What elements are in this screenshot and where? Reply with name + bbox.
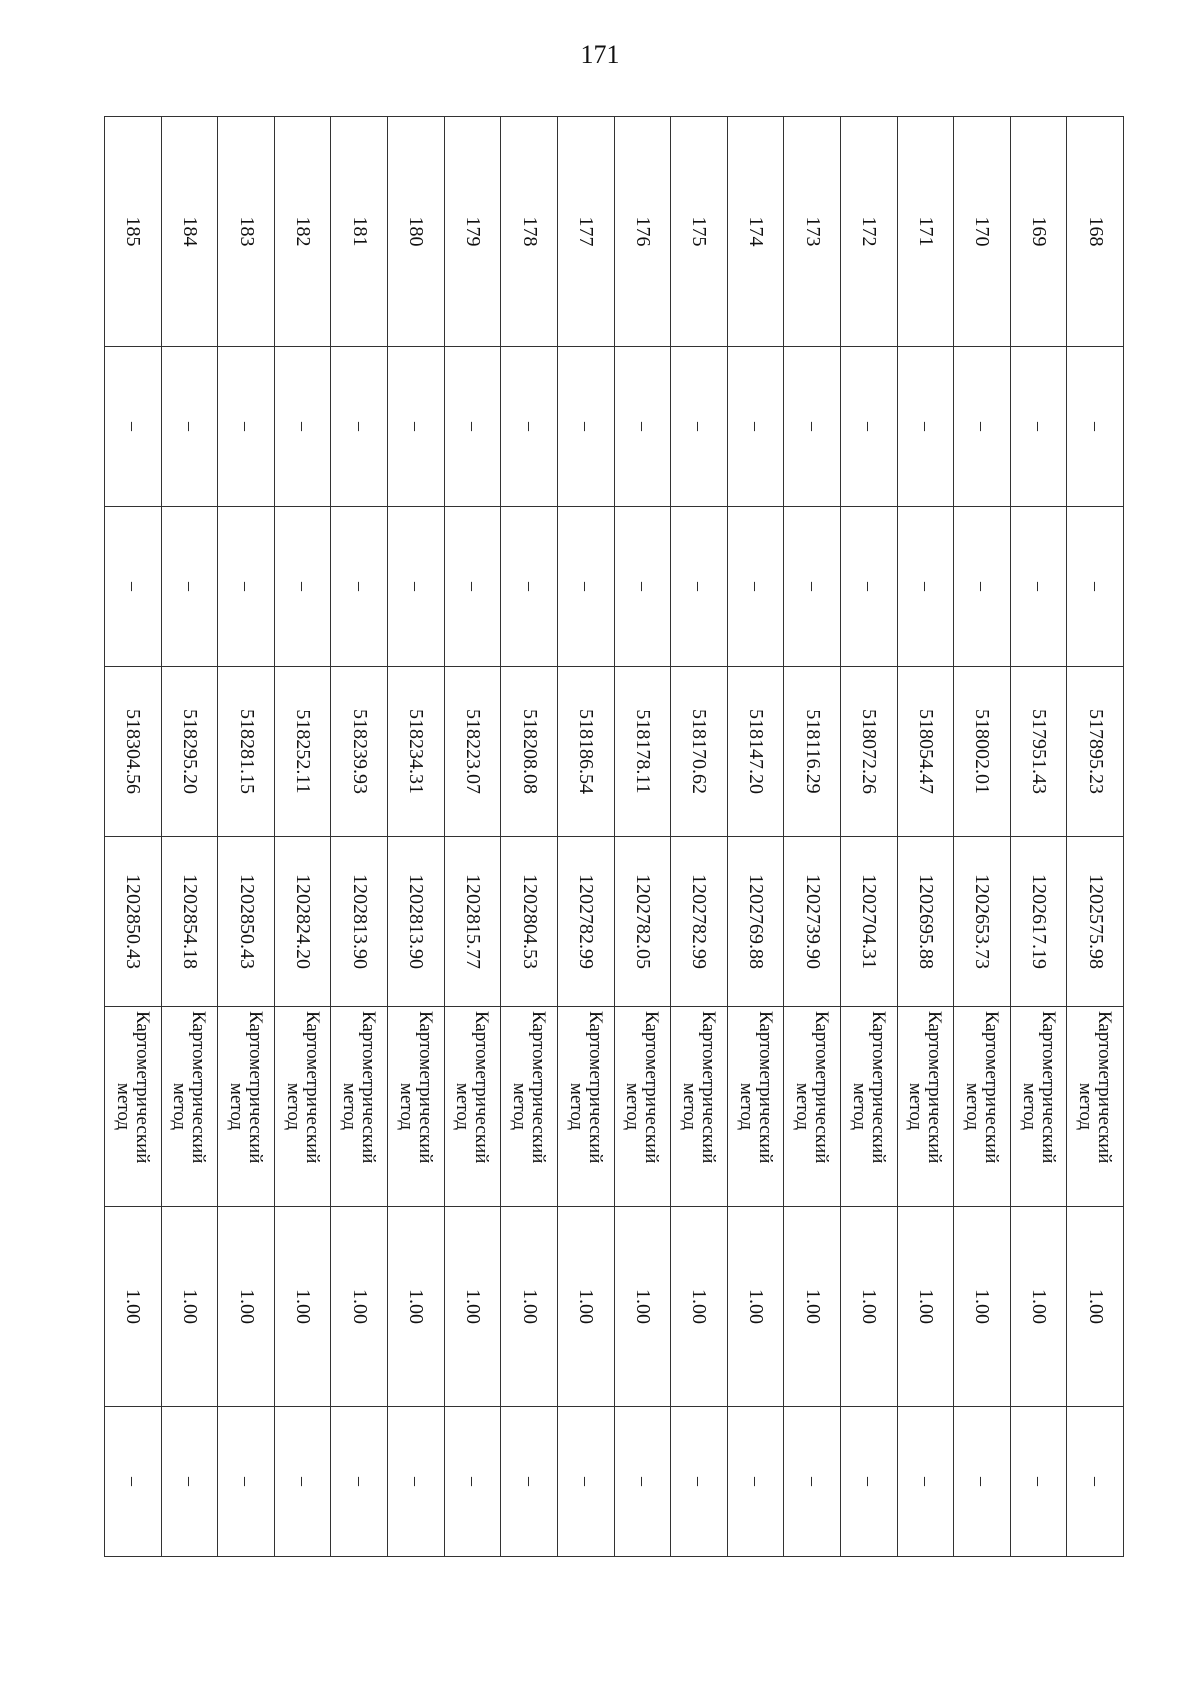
table-row [897, 117, 954, 1557]
method-line-1: Картометрический [811, 1011, 833, 1164]
coordinate-x-cell: 517951.43 [1010, 667, 1067, 837]
method-line-2: метод [961, 1082, 983, 1131]
empty-dash-cell: – [161, 507, 218, 667]
empty-dash-cell: – [671, 1407, 728, 1557]
empty-dash-cell: – [1010, 1407, 1067, 1557]
method-line-2: метод [565, 1082, 587, 1131]
empty-dash-cell: – [954, 1407, 1011, 1557]
method-cell [614, 1007, 671, 1207]
method-line-1: Картометрический [867, 1011, 889, 1164]
coordinate-x-cell: 518281.15 [218, 667, 275, 837]
method-cell [161, 1007, 218, 1207]
table-row [727, 117, 784, 1557]
empty-dash-cell: – [784, 1407, 841, 1557]
empty-dash-cell: – [444, 1407, 501, 1557]
coordinate-x-cell: 518304.56 [105, 667, 162, 837]
method-line-2: метод [678, 1082, 700, 1131]
empty-dash-cell: – [557, 1407, 614, 1557]
coordinate-x-cell: 518295.20 [161, 667, 218, 837]
method-cell [727, 1007, 784, 1207]
coordinate-y-cell: 1202804.53 [501, 837, 558, 1007]
empty-dash-cell: – [840, 507, 897, 667]
table-row [501, 117, 558, 1557]
point-number-cell: 172 [840, 117, 897, 347]
table-row [388, 117, 445, 1557]
point-number-cell: 176 [614, 117, 671, 347]
point-number-cell: 173 [784, 117, 841, 347]
accuracy-cell: 1.00 [1067, 1207, 1124, 1407]
point-number-cell: 184 [161, 117, 218, 347]
accuracy-cell: 1.00 [954, 1207, 1011, 1407]
method-line-1: Картометрический [1037, 1011, 1059, 1164]
empty-dash-cell: – [105, 347, 162, 507]
empty-dash-cell: – [784, 347, 841, 507]
empty-dash-cell: – [727, 1407, 784, 1557]
table-row [161, 117, 218, 1557]
method-cell [954, 1007, 1011, 1207]
table-row [1067, 117, 1124, 1557]
coordinate-x-cell: 518054.47 [897, 667, 954, 837]
method-line-2: метод [792, 1082, 814, 1131]
method-line-1: Картометрический [584, 1011, 606, 1164]
empty-dash-cell: – [218, 347, 275, 507]
method-line-1: Картометрический [131, 1011, 153, 1164]
accuracy-cell: 1.00 [1010, 1207, 1067, 1407]
coordinate-x-cell: 518234.31 [388, 667, 445, 837]
point-number-cell: 174 [727, 117, 784, 347]
empty-dash-cell: – [161, 347, 218, 507]
accuracy-cell: 1.00 [105, 1207, 162, 1407]
coordinate-y-cell: 1202617.19 [1010, 837, 1067, 1007]
coordinate-x-cell: 518186.54 [557, 667, 614, 837]
coordinate-x-cell: 518239.93 [331, 667, 388, 837]
empty-dash-cell: – [671, 507, 728, 667]
coordinate-y-cell: 1202824.20 [274, 837, 331, 1007]
empty-dash-cell: – [727, 507, 784, 667]
accuracy-cell: 1.00 [161, 1207, 218, 1407]
empty-dash-cell: – [784, 507, 841, 667]
point-number-cell: 182 [274, 117, 331, 347]
coordinate-y-cell: 1202854.18 [161, 837, 218, 1007]
method-line-2: метод [509, 1082, 531, 1131]
empty-dash-cell: – [444, 507, 501, 667]
method-line-1: Картометрический [924, 1011, 946, 1164]
empty-dash-cell: – [444, 347, 501, 507]
method-line-1: Картометрический [414, 1011, 436, 1164]
table-row [105, 117, 162, 1557]
method-cell [218, 1007, 275, 1207]
accuracy-cell: 1.00 [274, 1207, 331, 1407]
coordinate-y-cell: 1202739.90 [784, 837, 841, 1007]
method-line-2: метод [905, 1082, 927, 1131]
accuracy-cell: 1.00 [727, 1207, 784, 1407]
coordinate-y-cell: 1202813.90 [388, 837, 445, 1007]
empty-dash-cell: – [274, 347, 331, 507]
empty-dash-cell: – [218, 507, 275, 667]
accuracy-cell: 1.00 [501, 1207, 558, 1407]
coordinate-y-cell: 1202704.31 [840, 837, 897, 1007]
method-line-2: метод [282, 1082, 304, 1131]
empty-dash-cell: – [614, 1407, 671, 1557]
method-line-2: метод [112, 1082, 134, 1131]
point-number-cell: 178 [501, 117, 558, 347]
accuracy-cell: 1.00 [614, 1207, 671, 1407]
accuracy-cell: 1.00 [331, 1207, 388, 1407]
table-row [1010, 117, 1067, 1557]
coordinate-y-cell: 1202782.99 [557, 837, 614, 1007]
empty-dash-cell: – [897, 507, 954, 667]
method-line-2: метод [339, 1082, 361, 1131]
method-line-2: метод [169, 1082, 191, 1131]
method-line-2: метод [622, 1082, 644, 1131]
coordinates-table-rotated [104, 116, 1124, 1556]
point-number-cell: 177 [557, 117, 614, 347]
empty-dash-cell: – [840, 347, 897, 507]
empty-dash-cell: – [897, 347, 954, 507]
coordinate-y-cell: 1202769.88 [727, 837, 784, 1007]
empty-dash-cell: – [331, 507, 388, 667]
empty-dash-cell: – [557, 347, 614, 507]
coordinate-x-cell: 518002.01 [954, 667, 1011, 837]
method-cell [557, 1007, 614, 1207]
method-cell [105, 1007, 162, 1207]
coordinate-x-cell: 518170.62 [671, 667, 728, 837]
empty-dash-cell: – [331, 1407, 388, 1557]
empty-dash-cell: – [727, 347, 784, 507]
empty-dash-cell: – [105, 1407, 162, 1557]
empty-dash-cell: – [1067, 1407, 1124, 1557]
page-number: 171 [580, 40, 620, 69]
point-number-cell: 181 [331, 117, 388, 347]
method-line-1: Картометрический [980, 1011, 1002, 1164]
accuracy-cell: 1.00 [388, 1207, 445, 1407]
empty-dash-cell: – [388, 347, 445, 507]
method-line-1: Картометрический [188, 1011, 210, 1164]
table-row [954, 117, 1011, 1557]
accuracy-cell: 1.00 [840, 1207, 897, 1407]
coordinate-y-cell: 1202850.43 [105, 837, 162, 1007]
accuracy-cell: 1.00 [218, 1207, 275, 1407]
coordinate-y-cell: 1202850.43 [218, 837, 275, 1007]
point-number-cell: 179 [444, 117, 501, 347]
point-number-cell: 169 [1010, 117, 1067, 347]
method-line-1: Картометрический [754, 1011, 776, 1164]
method-cell [444, 1007, 501, 1207]
method-cell [840, 1007, 897, 1207]
table-row [840, 117, 897, 1557]
method-line-1: Картометрический [245, 1011, 267, 1164]
table-row [331, 117, 388, 1557]
method-cell [671, 1007, 728, 1207]
coordinate-y-cell: 1202782.05 [614, 837, 671, 1007]
method-cell [274, 1007, 331, 1207]
empty-dash-cell: – [557, 507, 614, 667]
coordinates-table [104, 116, 1124, 1557]
method-cell [388, 1007, 445, 1207]
method-line-2: метод [735, 1082, 757, 1131]
method-cell [784, 1007, 841, 1207]
empty-dash-cell: – [954, 347, 1011, 507]
coordinate-x-cell: 518178.11 [614, 667, 671, 837]
coordinate-y-cell: 1202815.77 [444, 837, 501, 1007]
empty-dash-cell: – [897, 1407, 954, 1557]
coordinate-y-cell: 1202782.99 [671, 837, 728, 1007]
point-number-cell: 175 [671, 117, 728, 347]
empty-dash-cell: – [331, 347, 388, 507]
accuracy-cell: 1.00 [784, 1207, 841, 1407]
accuracy-cell: 1.00 [897, 1207, 954, 1407]
point-number-cell: 180 [388, 117, 445, 347]
empty-dash-cell: – [218, 1407, 275, 1557]
method-cell [331, 1007, 388, 1207]
coordinate-x-cell: 518252.11 [274, 667, 331, 837]
table-row [444, 117, 501, 1557]
empty-dash-cell: – [1067, 347, 1124, 507]
coordinate-x-cell: 518072.26 [840, 667, 897, 837]
method-line-2: метод [395, 1082, 417, 1131]
empty-dash-cell: – [274, 507, 331, 667]
table-row [784, 117, 841, 1557]
empty-dash-cell: – [614, 347, 671, 507]
empty-dash-cell: – [501, 1407, 558, 1557]
method-line-1: Картометрический [641, 1011, 663, 1164]
empty-dash-cell: – [501, 507, 558, 667]
table-row [671, 117, 728, 1557]
method-cell [1010, 1007, 1067, 1207]
empty-dash-cell: – [614, 507, 671, 667]
method-line-2: метод [226, 1082, 248, 1131]
coordinate-x-cell: 518147.20 [727, 667, 784, 837]
empty-dash-cell: – [388, 507, 445, 667]
empty-dash-cell: – [671, 347, 728, 507]
coordinate-x-cell: 517895.23 [1067, 667, 1124, 837]
table-body [105, 117, 1124, 1557]
method-line-1: Картометрический [697, 1011, 719, 1164]
method-line-1: Картометрический [528, 1011, 550, 1164]
method-line-2: метод [1018, 1082, 1040, 1131]
method-line-2: метод [1075, 1082, 1097, 1131]
point-number-cell: 168 [1067, 117, 1124, 347]
method-cell [1067, 1007, 1124, 1207]
accuracy-cell: 1.00 [557, 1207, 614, 1407]
coordinate-y-cell: 1202653.73 [954, 837, 1011, 1007]
point-number-cell: 183 [218, 117, 275, 347]
method-line-1: Картометрический [301, 1011, 323, 1164]
empty-dash-cell: – [954, 507, 1011, 667]
coordinate-y-cell: 1202813.90 [331, 837, 388, 1007]
coordinate-y-cell: 1202695.88 [897, 837, 954, 1007]
table-row [557, 117, 614, 1557]
empty-dash-cell: – [1067, 507, 1124, 667]
method-cell [897, 1007, 954, 1207]
table-row [218, 117, 275, 1557]
point-number-cell: 185 [105, 117, 162, 347]
empty-dash-cell: – [840, 1407, 897, 1557]
table-row [274, 117, 331, 1557]
method-line-1: Картометрический [471, 1011, 493, 1164]
method-cell [501, 1007, 558, 1207]
empty-dash-cell: – [161, 1407, 218, 1557]
empty-dash-cell: – [274, 1407, 331, 1557]
coordinate-x-cell: 518208.08 [501, 667, 558, 837]
point-number-cell: 171 [897, 117, 954, 347]
method-line-2: метод [452, 1082, 474, 1131]
coordinate-x-cell: 518223.07 [444, 667, 501, 837]
coordinate-y-cell: 1202575.98 [1067, 837, 1124, 1007]
accuracy-cell: 1.00 [671, 1207, 728, 1407]
method-line-1: Картометрический [1094, 1011, 1116, 1164]
empty-dash-cell: – [1010, 507, 1067, 667]
point-number-cell: 170 [954, 117, 1011, 347]
empty-dash-cell: – [105, 507, 162, 667]
table-row [614, 117, 671, 1557]
method-line-2: метод [848, 1082, 870, 1131]
empty-dash-cell: – [1010, 347, 1067, 507]
empty-dash-cell: – [388, 1407, 445, 1557]
method-line-1: Картометрический [358, 1011, 380, 1164]
empty-dash-cell: – [501, 347, 558, 507]
coordinate-x-cell: 518116.29 [784, 667, 841, 837]
accuracy-cell: 1.00 [444, 1207, 501, 1407]
